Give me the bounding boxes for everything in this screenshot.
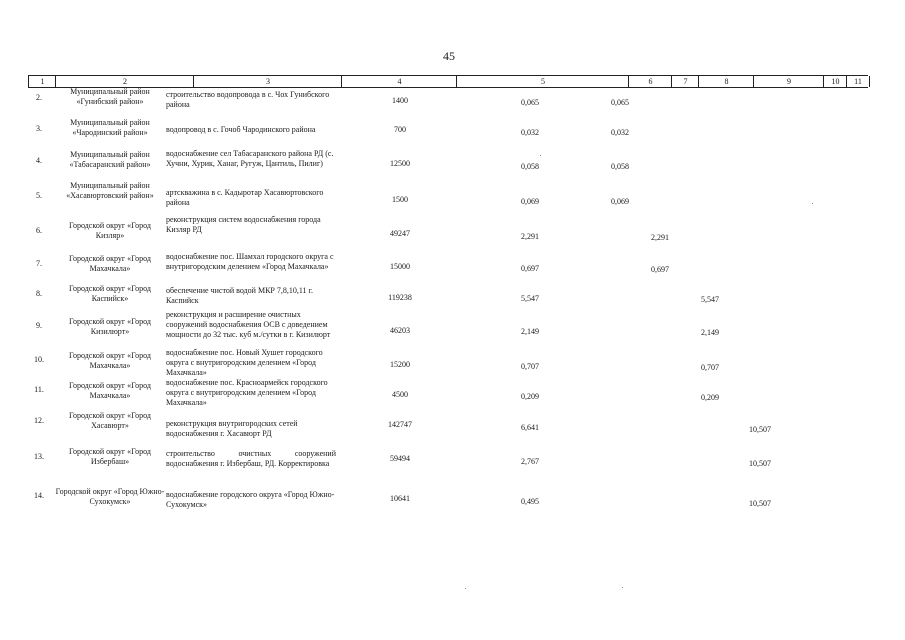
- municipality: Муниципальный район «Гунибский район»: [70, 87, 150, 106]
- cost-value: 46203: [390, 326, 410, 335]
- col5-value: 2,291: [521, 232, 539, 241]
- col8-value: 2,149: [701, 328, 719, 337]
- row-number: 4.: [36, 156, 42, 165]
- col5-value: 2,767: [521, 457, 539, 466]
- cost-value: 4500: [392, 390, 408, 399]
- cost-value: 15200: [390, 360, 410, 369]
- cost-value: 1400: [392, 96, 408, 105]
- scan-speck: [812, 203, 813, 204]
- col9-value: 10,507: [749, 499, 771, 508]
- municipality: Городской округ «Город Каспийск»: [69, 284, 151, 303]
- cost-value: 12500: [390, 159, 410, 168]
- row-number: 5.: [36, 191, 42, 200]
- project-description: обеспечение чистой водой МКР 7,8,10,11 г. Каспийск: [166, 286, 313, 305]
- col6-value: 0,058: [611, 162, 629, 171]
- municipality: Муниципальный район «Чародинский район»: [70, 118, 150, 137]
- col-header-10: 10: [823, 76, 847, 87]
- municipality: Городской округ «Город Южно-Сухокумск»: [55, 487, 165, 506]
- col7-value: 2,291: [651, 233, 669, 242]
- col5-value: 0,707: [521, 362, 539, 371]
- cost-value: 15000: [390, 262, 410, 271]
- cost-value: 10641: [390, 494, 410, 503]
- col8-value: 5,547: [701, 295, 719, 304]
- col5-value: 0,069: [521, 197, 539, 206]
- municipality: Городской округ «Город Кизляр»: [69, 221, 151, 240]
- col6-value: 0,065: [611, 98, 629, 107]
- project-description: артскважина в с. Кадыротар Хасавюртовского района: [166, 188, 324, 207]
- row-number: 9.: [36, 321, 42, 330]
- scan-speck: [622, 587, 623, 588]
- municipality: Городской округ «Город Махачкала»: [69, 351, 151, 370]
- project-description: строительство очистных сооружений водоснабжения г. Избербаш, РД. Корректировка: [166, 449, 336, 468]
- col5-value: 0,065: [521, 98, 539, 107]
- municipality: Муниципальный район «Хасавюртовский район»: [66, 181, 154, 200]
- col5-value: 2,149: [521, 327, 539, 336]
- municipality: Городской округ «Город Махачкала»: [69, 381, 151, 400]
- project-description: водоснабжение пос. Красноармейск городского округа с внутригородским делением «Город Махачкала»: [166, 378, 328, 407]
- row-number: 14.: [34, 491, 44, 500]
- page-number: 45: [443, 49, 455, 63]
- municipality: Муниципальный район «Табасаранский район»: [69, 150, 151, 169]
- col9-value: 10,507: [749, 425, 771, 434]
- col5-value: 0,032: [521, 128, 539, 137]
- row-number: 13.: [34, 452, 44, 461]
- project-description: водопровод в с. Гочоб Чародинского района: [166, 125, 316, 134]
- project-description: строительство водопровода в с. Чох Гунибского района: [166, 90, 330, 109]
- municipality: Городской округ «Город Махачкала»: [69, 254, 151, 273]
- col8-value: 0,707: [701, 363, 719, 372]
- col-header-6: 6: [628, 76, 672, 87]
- col5-value: 6,641: [521, 423, 539, 432]
- cost-value: 700: [394, 125, 406, 134]
- col5-value: 5,547: [521, 294, 539, 303]
- col-header-8: 8: [698, 76, 754, 87]
- col9-value: 10,507: [749, 459, 771, 468]
- col-header-1: 1: [28, 76, 56, 87]
- cost-value: 59494: [390, 454, 410, 463]
- col-header-9: 9: [753, 76, 824, 87]
- row-number: 7.: [36, 259, 42, 268]
- project-description: водоснабжение сел Табасаранского района РД (с. Хучни, Хурик, Ханаг, Ругуж, Цантиль, Пилиг): [166, 149, 334, 168]
- cost-value: 119238: [388, 293, 412, 302]
- project-description: водоснабжение пос. Новый Хушет городского округа с внутригородским делением «Город Махачкала»: [166, 348, 323, 377]
- col-header-7: 7: [671, 76, 699, 87]
- municipality: Городской округ «Город Избербаш»: [69, 447, 151, 466]
- col6-value: 0,069: [611, 197, 629, 206]
- project-description: водоснабжение пос. Шамхал городского округа с внутригородским делением «Город Махачкала»: [166, 252, 334, 271]
- col5-value: 0,697: [521, 264, 539, 273]
- municipality: Городской округ «Город Хасавюрт»: [69, 411, 151, 430]
- col-header-2: 2: [55, 76, 194, 87]
- cost-value: 142747: [388, 420, 412, 429]
- col5-value: 0,058: [521, 162, 539, 171]
- row-number: 12.: [34, 416, 44, 425]
- row-number: 11.: [34, 385, 44, 394]
- row-number: 2.: [36, 93, 42, 102]
- row-number: 10.: [34, 355, 44, 364]
- col5-value: 0,495: [521, 497, 539, 506]
- scan-speck: [465, 588, 466, 589]
- col5-value: 0,209: [521, 392, 539, 401]
- project-description: реконструкция систем водоснабжения города Кизляр РД: [166, 215, 321, 234]
- project-description: водоснабжение городского округа «Город Южно-Сухокумск»: [166, 490, 335, 509]
- row-number: 6.: [36, 226, 42, 235]
- col8-value: 0,209: [701, 393, 719, 402]
- municipality: Городской округ «Город Кизилюрт»: [69, 317, 151, 336]
- col-header-4: 4: [341, 76, 457, 87]
- cost-value: 1500: [392, 195, 408, 204]
- col6-value: 0,032: [611, 128, 629, 137]
- col-header-5: 5: [456, 76, 629, 87]
- cost-value: 49247: [390, 229, 410, 238]
- row-number: 3.: [36, 124, 42, 133]
- col-header-11: 11: [846, 76, 870, 87]
- col7-value: 0,697: [651, 265, 669, 274]
- project-description: реконструкция внутригородских сетей водоснабжения г. Хасавюрт РД: [166, 419, 298, 438]
- scan-speck: [540, 155, 541, 156]
- col-header-3: 3: [193, 76, 342, 87]
- project-description: реконструкция и расширение очистных сооружений водоснабжения ОСВ с доведением мощности до 32 тыс. куб м./сутки в г. Кизилюрт: [166, 310, 331, 339]
- row-number: 8.: [36, 289, 42, 298]
